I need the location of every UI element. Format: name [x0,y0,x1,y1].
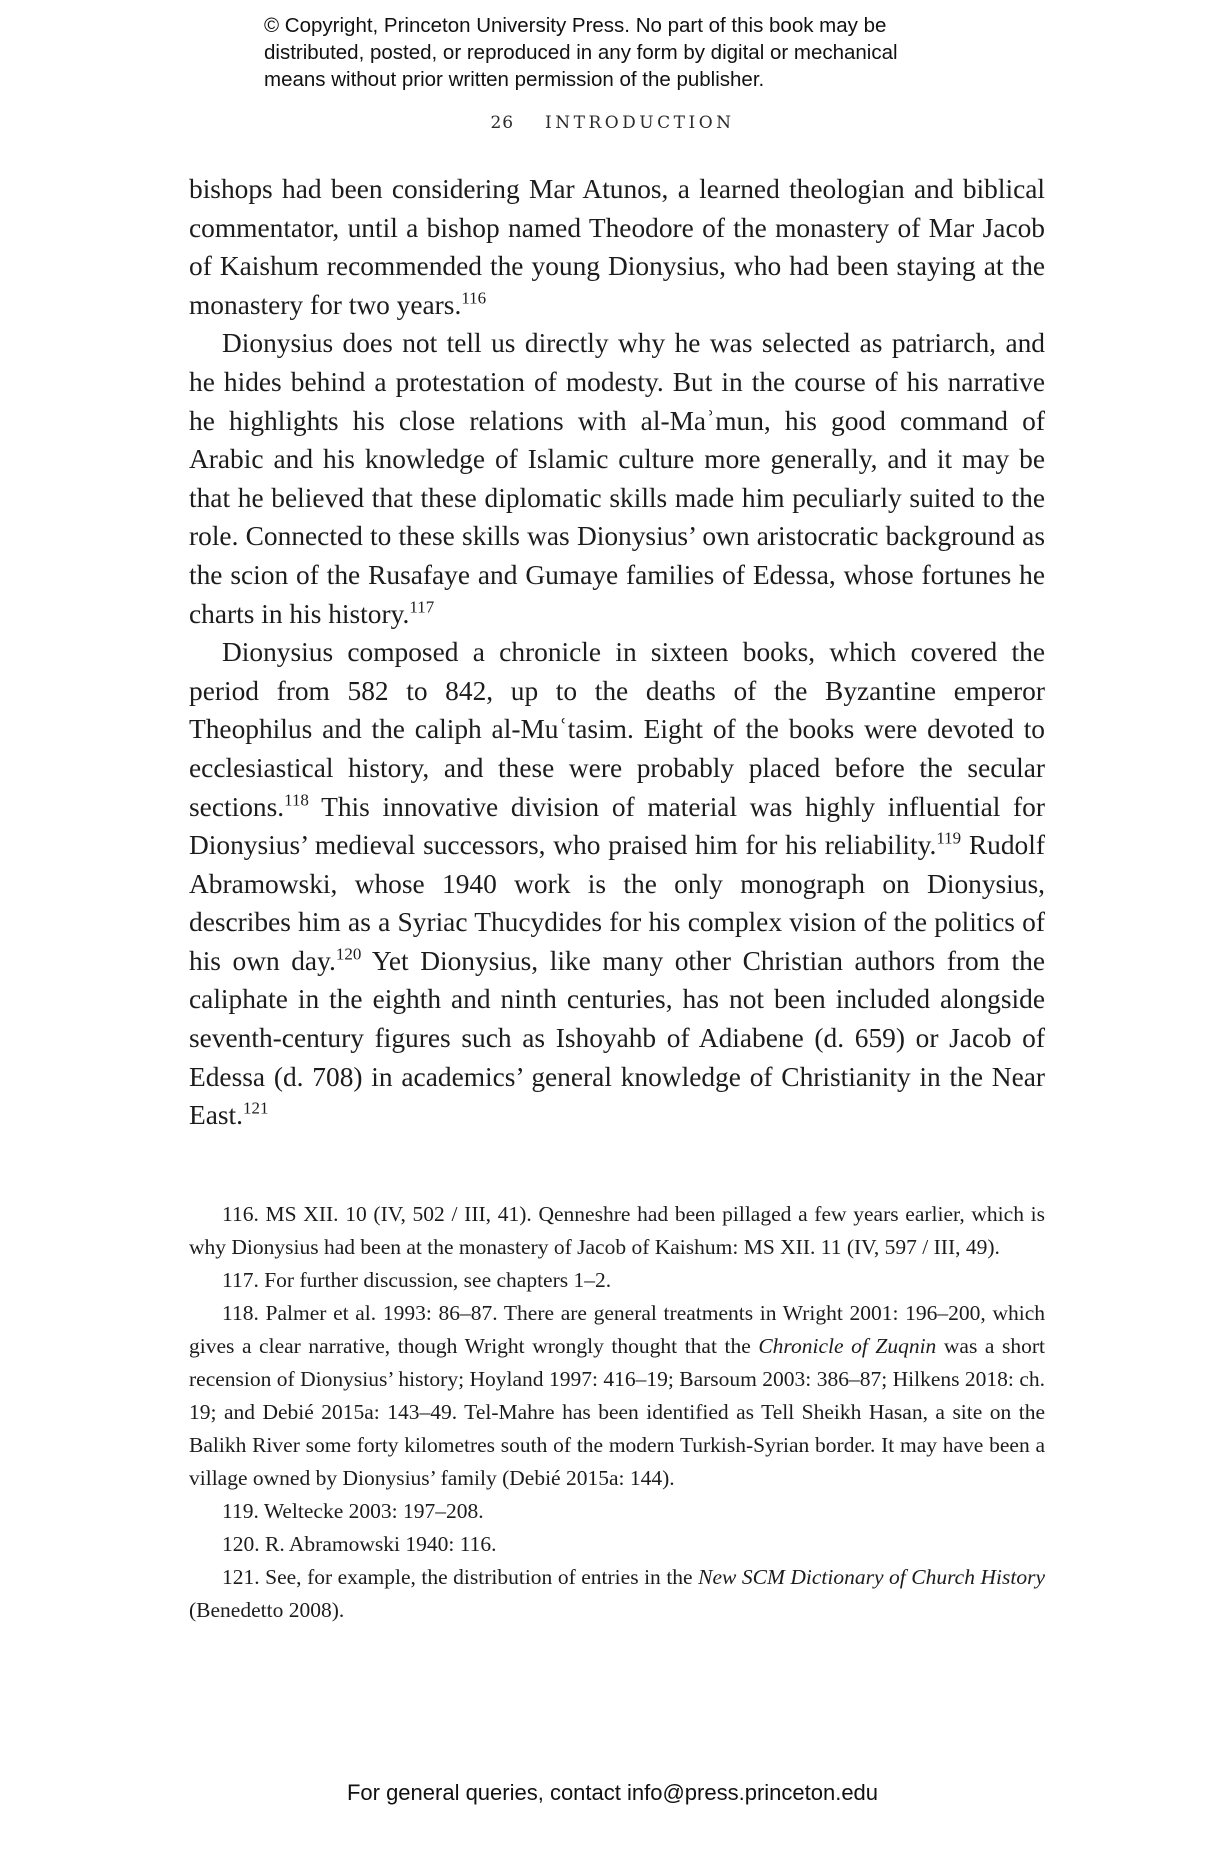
main-text [189,170,1045,1135]
running-head [0,113,1225,133]
copyright-line: means without prior written permission of the publisher. [264,68,765,91]
paragraph-text: Rudolf Abramowski, whose 1940 work is the only monograph on Dionysius, describes him as a Syriac Thucydides for his complex vision of the politics of his own day. [189,830,1045,976]
copyright-notice [264,12,1024,93]
paragraph-text: Dionysius does not tell us directly why he was selected as patriarch, and he hides behind a protestation of modesty. But in the course of his narrative he highlights his close relations with al-Maʾmun, his good command of Arabic and his knowledge of Islamic culture more generally, and it may be that he believed that these diplomatic skills made him peculiarly suited to the role. Connected to these skills was Dionysius’ own aristocratic background as the scion of the Rusafaye and Gumaye families of Edessa, whose fortunes he charts in his history. [189,328,1045,629]
note-reference[interactable]: 119 [936,828,962,848]
paragraph-text: This innovative division of material was highly influential for Dionysius’ medieval successors, who praised him for his reliability. [189,791,1045,861]
footnote-text: was a short recension of Dionysius’ history; Hoyland 1997: 416–19; Barsoum 2003: 386–87; Hilkens 2018: ch. 19; and Debié 2015a: 143–49. Tel-Mahre has been identified as Tell Sheikh Hasan, a site on the Balikh River some forty kilometres south of the modern Turkish-Syrian border. It may have been a village owned by Dionysius’ family (Debié 2015a: 144). [189,1334,1045,1490]
note-reference[interactable]: 120 [335,944,362,964]
page-number: 26 [490,113,515,133]
copyright-line: © Copyright, Princeton University Press. No part of this book may be [264,14,887,37]
paragraph-text: bishops had been considering Mar Atunos, a learned theologian and biblical commentator, until a bishop named Theodore of the monastery of Mar Jacob of Kaishum recommended the young Dionysius, who had been staying at the monastery for two years. [189,174,1045,320]
paragraph [189,170,1045,324]
footnotes [189,1198,1045,1627]
footnote-title: New SCM Dictionary of Church History [698,1565,1045,1589]
note-reference[interactable]: 117 [409,597,435,616]
footnote-121 [189,1561,1045,1627]
footnote-text: (Benedetto 2008). [189,1598,345,1622]
paragraph-text: Yet Dionysius, like many other Christian authors from the caliphate in the eighth and ninth centuries, has not been included alongside seventh-century figures such as Ishoyahb of Adiabene (d. 659) or Jacob of Edessa (d. 708) in academics’ general knowledge of Christianity in the Near East. [189,945,1045,1131]
paragraph [189,633,1045,1135]
footnote-120: 120. R. Abramowski 1940: 116. [222,1532,497,1556]
footnote-118 [189,1297,1045,1495]
note-reference[interactable]: 116 [461,288,487,308]
footnote-117: 117. For further discussion, see chapters 1–2. [222,1268,612,1292]
footer-contact: For general queries, contact info@press.princeton.edu [346,1780,879,1805]
section-title: INTRODUCTION [545,113,735,133]
footnote-116: 116. MS XII. 10 (IV, 502 / III, 41). Qenneshre had been pillaged a few years earlier, which is why Dionysius had been at the monastery of Jacob of Kaishum: MS XII. 11 (IV, 597 / III, 49). [189,1202,1045,1259]
footnote-text: 121. See, for example, the distribution of entries in the [222,1565,699,1589]
paragraph-text: Dionysius composed a chronicle in sixteen books, which covered the period from 582 to 842, up to the deaths of the Byzantine emperor Theophilus and the caliph al-Muʿtasim. Eight of the books were devoted to ecclesiastical history, and these were probably placed before the secular sections. [189,637,1045,822]
note-reference[interactable]: 118 [284,789,309,809]
copyright-line: distributed, posted, or reproduced in any form by digital or mechanical [264,41,898,64]
paragraph [189,324,1045,633]
note-reference[interactable]: 121 [243,1098,269,1118]
footnote-text: 118. Palmer et al. 1993: 86–87. There are general treatments in Wright 2001: 196–200, which gives a clear narrative, though Wright wrongly thought that the [189,1301,1045,1358]
footnote-title: Chronicle of Zuqnin [758,1334,937,1358]
footnote-119: 119. Weltecke 2003: 197–208. [222,1499,484,1523]
